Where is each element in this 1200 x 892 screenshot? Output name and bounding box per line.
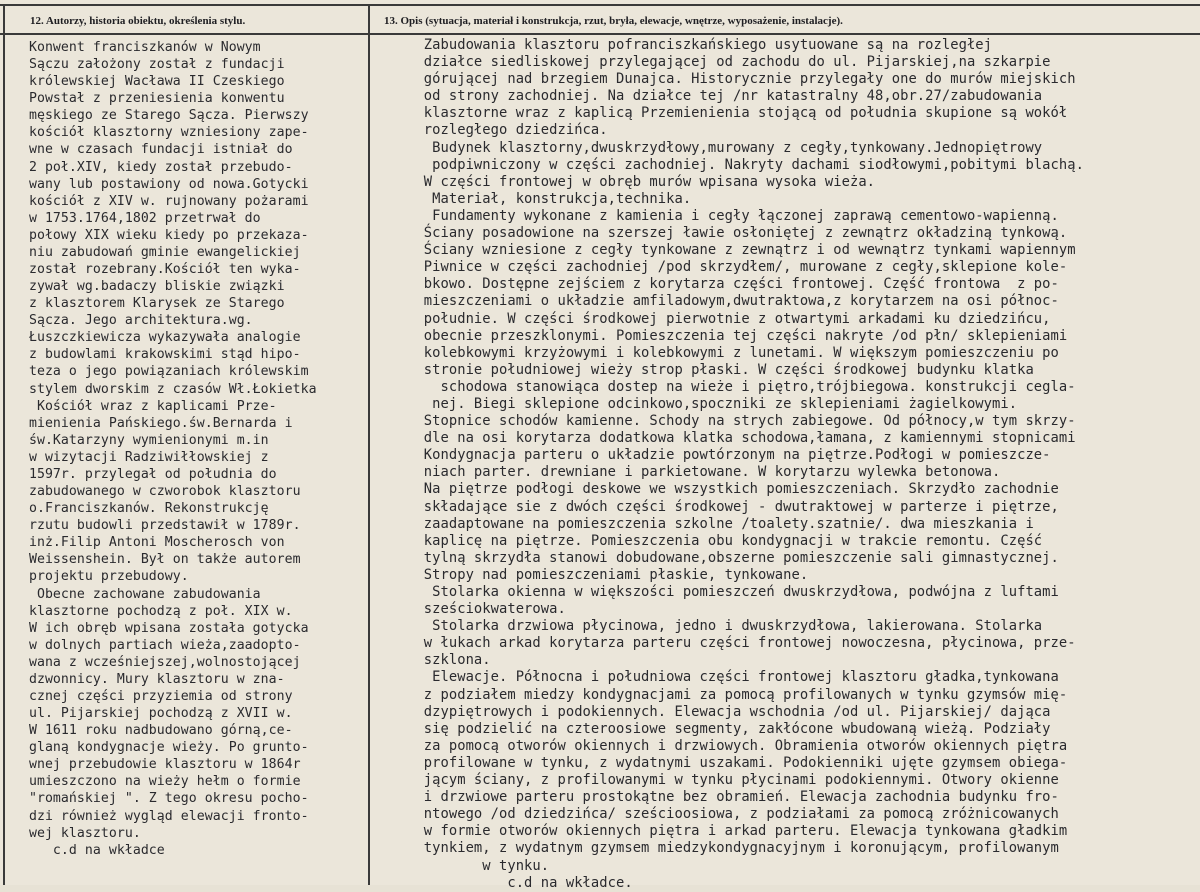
text-line: umieszczono na wieży hełm o formie: [5, 774, 301, 790]
text-line: szklona.: [382, 652, 491, 669]
text-line: W części frontowej w obręb murów wpisana wysoka wieża.: [382, 173, 876, 190]
text-line: Stopnice schodów kamienne. Schody na strych zabiegowe. Od północy,w tym skrzy-: [382, 413, 1076, 430]
text-line: za pomocą otworów okiennych i drzwiowych. Obramienia otworów okiennych piętra: [382, 737, 1068, 754]
text-line: kaplicę na piętrze. Pomieszczenia obu kondygnacji w trakcie remontu. Część: [382, 532, 1043, 549]
text-line: c.d na wkładce.: [382, 874, 633, 891]
text-line: tylną skrzydła stanowi dobudowane,obszerne pomieszczenie sali gimnastycznej.: [382, 549, 1059, 566]
text-line: Stropy nad pomieszczeniami płaskie, tynkowane.: [382, 566, 809, 583]
text-line: w łukach arkad korytarza parteru części frontowej nowoczesna, płycinowa, prze-: [382, 635, 1076, 652]
text-line: ul. Pijarskiej pochodzą z XVII w.: [5, 706, 293, 722]
text-line: Elewacje. Północna i południowa części frontowej klasztoru gładka,tynkowana: [382, 669, 1059, 686]
text-line: w 1753.1764,1802 przetrwał do: [5, 210, 261, 226]
text-line: wej klasztoru.: [5, 825, 141, 841]
text-line: z budowlami krakowskimi stąd hipo-: [5, 347, 301, 363]
text-line: i drzwiowe parteru prostokątne bez obramień. Elewacja zachodnia budynku fro-: [382, 789, 1059, 806]
text-line: wnej przebudowie klasztoru w 1864r: [5, 757, 301, 773]
text-line: inż.Filip Antoni Moscherosch von: [5, 535, 285, 551]
text-line: Stolarka okienna w większości pomieszczeń dwuskrzydłowa, podwójna z luftami: [382, 584, 1059, 600]
text-line: nej. Biegi sklepione odcinkowo,spoczniki ze sklepieniami żagielkowymi.: [382, 395, 1018, 412]
text-line: klasztorne pochodzą z poł. XIX w.: [5, 603, 293, 619]
text-line: dle na osi korytarza dodatkowa klatka schodowa,łamana, z kamiennymi stopnicami: [382, 430, 1076, 447]
text-line: się podzielić na czteroosiowe segmenty, zakłócone wbudowaną wieżą. Podziały: [382, 720, 1051, 737]
text-line: w wizytacji Radziwiłłowskiej z: [5, 449, 269, 465]
text-line: 2 poł.XIV, kiedy został przebudo-: [5, 159, 293, 175]
text-line: w tynku.: [382, 857, 550, 874]
text-line: Sączu założony został z fundacji: [5, 57, 285, 73]
text-line: działce siedliskowej przylegającej od zachodu do ul. Pijarskiej,na szkarpie: [382, 54, 1051, 71]
text-line: zabudowanego w czworobok klasztoru: [5, 484, 301, 500]
text-line: Materiał, konstrukcja,technika.: [382, 190, 692, 207]
text-line: Łuszczkiewicza wykazywała analogie: [5, 330, 301, 346]
text-line: górującej nad brzegiem Dunajca. Historycznie przylegały one do murów miejskich: [382, 71, 1076, 88]
text-line: tynkiem, z wydatnym gzymsem miedzykondygnacyjnym i koronującym, profilowanym: [382, 840, 1059, 857]
text-line: "romańskiej ". Z tego okresu pocho-: [5, 791, 309, 807]
text-line: teza o jego powiązaniach królewskim: [5, 364, 309, 380]
text-line: Ściany wzniesione z cegły tynkowane z zewnątrz i od wewnątrz tynkami wapiennym: [382, 242, 1076, 259]
text-line: projektu przebudowy.: [5, 569, 189, 585]
text-line: męskiego ze Starego Sącza. Pierwszy: [5, 108, 309, 124]
text-line: mieszczeniami o układzie amfiladowym,dwutraktowa,z korytarzem na osi północ-: [382, 293, 1059, 310]
text-line: Powstał z przeniesienia konwentu: [5, 91, 285, 107]
text-line: z podziałem miedzy kondygnacjami za pomocą profilowanych w tynku gzymsów mię-: [382, 686, 1068, 703]
text-line: w dolnych partiach wieża,zaadopto-: [5, 637, 301, 653]
text-line: niach parter. drewniane i parkietowane. W korytarzu wylewka betonowa.: [382, 464, 1001, 481]
text-line: Stolarka drzwiowa płycinowa, jedno i dwuskrzydłowa, lakierowana. Stolarka: [382, 618, 1043, 635]
text-line: zywał wg.badaczy bliskie związki: [5, 279, 285, 295]
text-line: Zabudowania klasztoru pofranciszkańskiego usytuowane są na rozległej: [382, 37, 993, 53]
text-line: kolebkowymi krzyżowymi i kolebkowymi z lunetami. W większym pomieszczeniu po: [382, 344, 1059, 361]
text-line: królewskiej Wacława II Czeskiego: [5, 74, 285, 90]
text-line: o.Franciszkanów. Rekonstrukcję: [5, 501, 269, 517]
text-line: W ich obręb wpisana została gotycka: [5, 620, 309, 636]
text-line: klasztorne wraz z kaplicą Przemienienia stojącą od południa skupione są wokół: [382, 105, 1068, 122]
text-line: schodowa stanowiąca dostep na wieże i piętro,trójbiegowa. konstrukcji cegla-: [382, 378, 1076, 395]
history-text-column: [5, 39, 367, 859]
text-line: podpiwniczony w części zachodniej. Nakryty dachami siodłowymi,pobitymi blachą.: [382, 156, 1084, 173]
text-line: kościół z XIV w. rujnowany pożarami: [5, 193, 309, 209]
text-line: Kondygnacja parteru o układzie powtórzonym na piętrze.Podłogi w pomieszcze-: [382, 447, 1051, 464]
text-line: został rozebrany.Kościół ten wyka-: [5, 262, 301, 278]
text-line: Weissenshein. Był on także autorem: [5, 552, 301, 568]
top-border: [0, 4, 1200, 6]
text-line: Budynek klasztorny,dwuskrzydłowy,murowany z cegły,tynkowany.Jednopiętrowy: [382, 139, 1043, 156]
text-line: od strony zachodniej. Na działce tej /nr katastralny 48,obr.27/zabudowania: [382, 88, 1043, 105]
text-line: zaadaptowane na pomieszczenia szkolne /toalety.szatnie/. dwa mieszkania i: [382, 515, 1034, 532]
text-line: z klasztorem Klarysek ze Starego: [5, 296, 285, 312]
text-line: składające sie z dwóch części środkowej - dwutraktowej w parterze i piętrze,: [382, 498, 1059, 515]
text-line: Fundamenty wykonane z kamienia i cegły łączonej zaprawą cementowo-wapienną.: [382, 207, 1059, 224]
text-line: dzypiętrowych i podokiennych. Elewacja wschodnia /od ul. Pijarskiej/ dająca: [382, 703, 1051, 720]
text-line: południe. W części środkowej pierwotnie z otwartymi arkadami ku dziedzińcu,: [382, 310, 1051, 327]
text-line: bkowo. Dostępne zejściem z korytarza części frontowej. Część frontowa z po-: [382, 276, 1059, 293]
description-text-column: [382, 37, 1200, 892]
text-line: wne w czasach fundacji istniał do: [5, 142, 293, 158]
text-line: Sącza. Jego architektura.wg.: [5, 313, 253, 329]
text-line: połowy XIX wieku kiedy po przekaza-: [5, 227, 309, 243]
text-line: mienienia Pańskiego.św.Bernarda i: [5, 415, 293, 431]
header-underline: [0, 33, 1200, 35]
text-line: Ściany posadowione na szerszej ławie osłoniętej z zewnątrz okładziną tynkową.: [382, 225, 1068, 242]
text-line: stylem dworskim z czasów Wł.Łokietka: [5, 381, 317, 397]
text-line: 1597r. przylegał od południa do: [5, 466, 277, 482]
text-line: dzi również wygląd elewacji fronto-: [5, 808, 309, 824]
column-divider: [368, 4, 370, 885]
text-line: profilowane w tynku, z wydatnymi uszakami. Podokienniki ujęte gzymsem obiega-: [382, 754, 1068, 771]
text-line: obecnie przeszklonymi. Pomieszczenia tej części nakryte /od płn/ sklepieniami: [382, 327, 1068, 344]
text-line: stronie południowej wieży strop płaski. W części środkowej budynku klatka: [382, 361, 1034, 378]
text-line: w formie otworów okiennych piętra i arkad parteru. Elewacja tynkowana gładkim: [382, 823, 1068, 840]
text-line: ntowego /od dziedzińca/ sześcioosiowa, z podziałami za pomocą zróżnicowanych: [382, 806, 1059, 823]
text-line: cznej części przyziemia od strony: [5, 688, 293, 704]
text-line: Obecne zachowane zabudowania: [5, 586, 261, 602]
section-13-header: 13. Opis (sytuacja, materiał i konstrukcja, rzut, bryła, elewacje, wnętrze, wyposażenie, instalacje).: [384, 15, 843, 27]
text-line: c.d na wkładce: [5, 842, 165, 858]
section-12-header: 12. Autorzy, historia obiektu, określenia stylu.: [30, 15, 246, 27]
text-line: glaną kondygnacje wieży. Po grunto-: [5, 740, 309, 756]
text-line: św.Katarzyny wymienionymi m.in: [5, 432, 269, 448]
text-line: wana z wcześniejszej,wolnostojącej: [5, 654, 301, 670]
text-line: kościół klasztorny wzniesiony zape-: [5, 125, 309, 141]
text-line: Kościół wraz z kaplicami Prze-: [5, 398, 277, 414]
text-line: dzwonnicy. Mury klasztoru w zna-: [5, 671, 285, 687]
text-line: rozległego dziedzińca.: [382, 122, 608, 139]
text-line: Piwnice w części zachodniej /pod skrzydłem/, murowane z cegły,sklepione kole-: [382, 259, 1068, 276]
text-line: Na piętrze podłogi deskowe we wszystkich pomieszczeniach. Skrzydło zachodnie: [382, 481, 1059, 498]
text-line: rzutu budowli przedstawił w 1789r.: [5, 518, 301, 534]
text-line: Konwent franciszkanów w Nowym: [5, 40, 261, 55]
text-line: jącym ściany, z profilowanymi w tynku płycinami podokiennymi. Otwory okienne: [382, 772, 1059, 789]
text-line: wany lub postawiony od nowa.Gotycki: [5, 176, 309, 192]
text-line: niu zabudowań gminie ewangelickiej: [5, 244, 301, 260]
text-line: W 1611 roku nadbudowano górną,ce-: [5, 723, 293, 739]
text-line: sześciokwaterowa.: [382, 601, 566, 618]
